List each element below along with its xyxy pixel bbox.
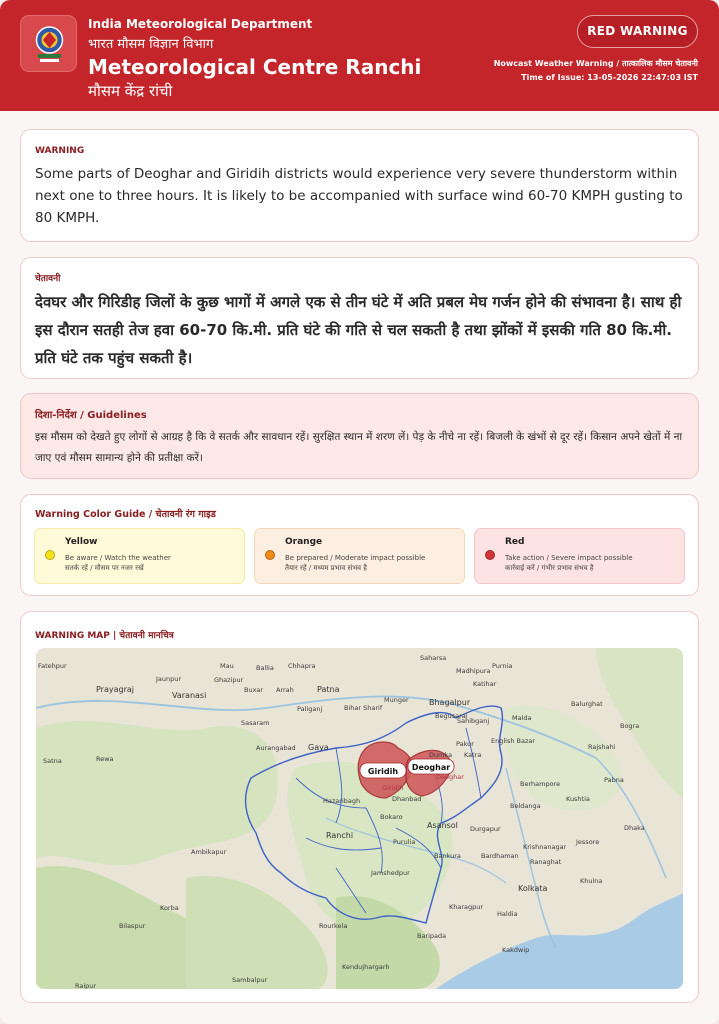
place-label: English Bazar — [491, 737, 536, 745]
place-label: Baripada — [417, 932, 447, 940]
legend-red-name: Red — [505, 537, 525, 547]
place-label: Raipur — [75, 982, 97, 989]
place-label: Khulna — [580, 877, 603, 885]
place-label: Krishnanagar — [523, 843, 567, 851]
map-canvas[interactable] — [36, 648, 683, 989]
place-label: Prayagraj — [96, 685, 135, 694]
place-label: Sasaram — [241, 719, 270, 727]
place-label: Bhagalpur — [429, 698, 471, 707]
place-label: Madhipura — [456, 667, 491, 675]
place-label: Gaya — [308, 743, 329, 752]
place-label: Rajshahi — [588, 743, 616, 751]
legend-red — [474, 528, 685, 584]
place-label: Sambalpur — [232, 976, 268, 984]
place-label: Katihar — [473, 680, 497, 688]
place-label: Haldia — [497, 910, 518, 918]
place-label: Bankura — [434, 852, 461, 860]
place-label: Dumka — [429, 751, 453, 759]
centre-name-hindi: मौसम केंद्र रांची — [88, 82, 173, 100]
org-name-english: India Meteorological Department — [88, 17, 313, 31]
legend-orange-english: Be prepared / Moderate impact possible — [285, 554, 426, 562]
place-label: Hazaribagh — [323, 797, 361, 805]
imd-logo — [20, 15, 77, 72]
guidelines-card — [20, 393, 699, 479]
red-warning-badge: RED WARNING — [577, 15, 698, 48]
nowcast-title: Nowcast Weather Warning / तात्कालिक मौसम चेतावनी — [493, 59, 698, 68]
issue-time: Time of Issue: 13-05-2026 22:47:03 IST — [521, 73, 698, 82]
warning-label-hindi: चेतावनी — [35, 274, 61, 284]
place-label: Ranchi — [326, 831, 354, 840]
legend-yellow-name: Yellow — [65, 537, 98, 547]
place-label: Arrah — [276, 686, 294, 694]
place-label: Purulia — [393, 838, 416, 846]
place-label: Ranaghat — [530, 858, 562, 866]
place-label: Paliganj — [297, 705, 323, 713]
district-label-giridih: Giridih — [367, 767, 399, 776]
header-banner — [0, 0, 719, 111]
place-label: Korba — [160, 904, 179, 912]
place-label: Rewa — [96, 755, 114, 763]
place-label: Rourkela — [319, 922, 348, 930]
guidelines-label: दिशा-निर्देश / Guidelines — [35, 410, 147, 421]
place-label: Katra — [464, 751, 482, 759]
place-label: Giridih — [382, 784, 404, 792]
place-label: Satna — [43, 757, 62, 765]
place-label: Bokaro — [380, 813, 403, 821]
warning-text-hindi: देवघर और गिरिडीह जिलों के कुछ भागों में अगले एक से तीन घंटे में अति प्रबल मेघ गर्जन होने की संभावना है। साथ ही इस दौरान सतही तेज हवा 60-70 कि.मी. प्रति घंटे की गति से चल सकती है तथा झोंकों में इसकी गति 80 कि.मी. प्रति घंटे तक पहुंच सकती है। — [35, 293, 682, 367]
place-label: Kushtia — [566, 795, 590, 803]
warning-label-english: WARNING — [35, 146, 85, 156]
place-label: Bogra — [620, 722, 640, 730]
place-label: Purnia — [492, 662, 513, 670]
place-label: Balurghat — [571, 700, 603, 708]
place-label: Patna — [317, 685, 340, 694]
place-label: Berhampore — [520, 780, 561, 788]
place-label: Pabna — [604, 776, 624, 784]
legend-orange-name: Orange — [285, 537, 323, 547]
yellow-dot-icon — [45, 550, 55, 560]
warning-map[interactable] — [36, 648, 683, 989]
legend-orange — [254, 528, 465, 584]
centre-name-english: Meteorological Centre Ranchi — [88, 55, 422, 79]
place-label: Kendujhargarh — [342, 963, 390, 971]
place-label: Jamshedpur — [371, 869, 410, 877]
place-label: Buxar — [244, 686, 264, 694]
place-label: Mau — [220, 662, 234, 670]
legend-red-hindi: कार्रवाई करें / गंभीर प्रभाव संभव है — [505, 564, 594, 572]
place-label: Aurangabad — [256, 744, 296, 752]
place-label: Fatehpur — [38, 662, 67, 670]
place-label: Kolkata — [518, 884, 548, 893]
orange-dot-icon — [265, 550, 275, 560]
place-label: Pakur — [456, 740, 474, 748]
legend-red-english: Take action / Severe impact possible — [505, 554, 633, 562]
place-label: Sahibganj — [457, 717, 490, 725]
warning-text-english: Some parts of Deoghar and Giridih districts would experience very severe thunderstorm within next one to three hours. It is likely to be accompanied with surface wind 60-70 KMPH gusting to 80 KMPH. — [35, 166, 683, 226]
place-label: Deoghar — [436, 773, 464, 781]
place-label: Ambikapur — [191, 848, 227, 856]
legend-yellow — [34, 528, 245, 584]
place-label: Munger — [384, 696, 409, 704]
legend-yellow-hindi: सतर्क रहें / मौसम पर नजर रखें — [65, 564, 144, 572]
place-label: Dhaka — [624, 824, 645, 832]
warning-map-card — [20, 611, 699, 1003]
imd-emblem-icon — [21, 16, 78, 73]
place-label: Saharsa — [420, 654, 447, 662]
place-label: Asansol — [427, 821, 458, 830]
place-label: Durgapur — [470, 825, 501, 833]
warning-card-hindi — [20, 257, 699, 379]
legend-yellow-english: Be aware / Watch the weather — [65, 554, 171, 562]
district-label-deoghar: Deoghar — [411, 763, 451, 772]
place-label: Kharagpur — [449, 903, 484, 911]
legend-orange-hindi: तैयार रहें / मध्यम प्रभाव संभव है — [285, 564, 367, 572]
place-label: Varanasi — [172, 691, 207, 700]
org-name-hindi: भारत मौसम विज्ञान विभाग — [88, 37, 214, 52]
place-label: Chhapra — [288, 662, 316, 670]
color-guide-label: Warning Color Guide / चेतावनी रंग गाइड — [35, 509, 216, 520]
color-guide-card — [20, 494, 699, 596]
place-label: Jaunpur — [156, 675, 182, 683]
place-label: Dhanbad — [392, 795, 422, 803]
red-dot-icon — [485, 550, 495, 560]
place-label: Jessore — [576, 838, 600, 846]
place-label: Ghazipur — [214, 676, 244, 684]
place-label: Bihar Sharif — [344, 704, 383, 712]
warning-map-label: WARNING MAP | चेतावनी मानचित्र — [35, 631, 174, 641]
place-label: Kakdwip — [502, 946, 530, 954]
warning-card-english — [20, 129, 699, 242]
place-label: Begusarai — [435, 712, 468, 720]
place-label: Bilaspur — [119, 922, 146, 930]
place-label: Bardhaman — [481, 852, 519, 860]
place-label: Ballia — [256, 664, 274, 672]
place-label: Beldanga — [510, 802, 541, 810]
place-label: Malda — [512, 714, 532, 722]
guidelines-text: इस मौसम को देखते हुए लोगों से आग्रह है कि वे सतर्क और सावधान रहें। सुरक्षित स्थान में शरण लें। पेड़ के नीचे ना रहें। बिजली के खंभों से दूर रहें। किसान अपने खेतों में ना जाए एवं मौसम सामान्य होने की प्रतीक्षा करें। — [35, 431, 683, 464]
